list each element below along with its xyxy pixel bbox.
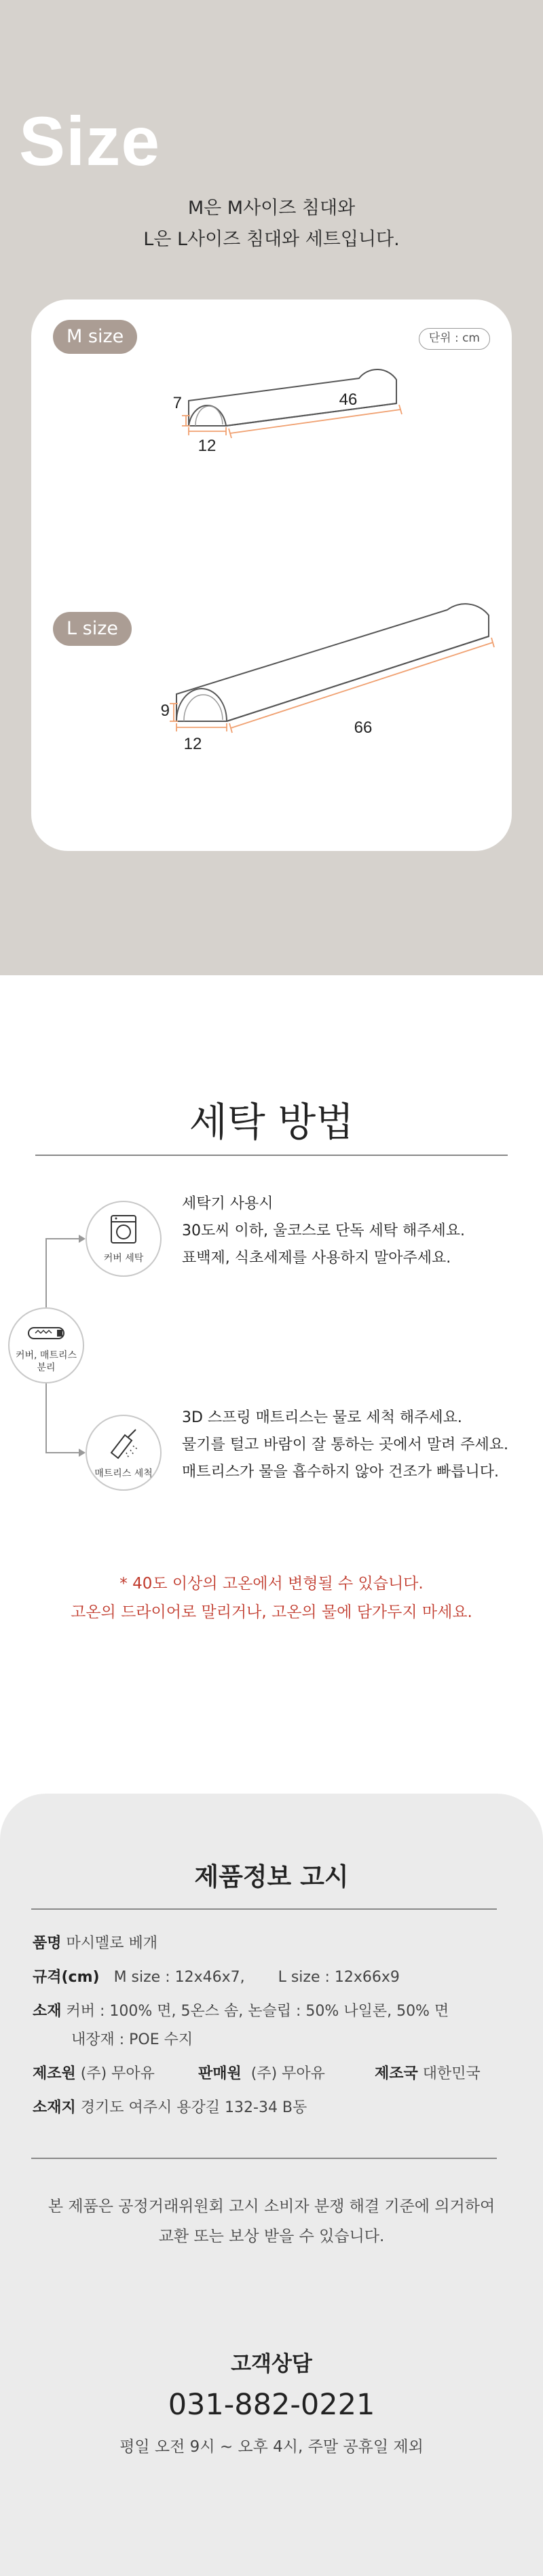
info-row-seller (198, 2062, 325, 2083)
l-width-label: 12 (183, 735, 202, 753)
mattress-wash-line: 3D 스프링 매트리스는 물로 세척 해주세요. (182, 1409, 462, 1426)
washing-machine-icon (86, 1201, 162, 1277)
info-value-material-2: 내장재 : POE 수지 (71, 2031, 193, 2048)
info-key-seller: 판매원 (198, 2065, 242, 2082)
wash-warning-line-1: * 40도 이상의 고온에서 변형될 수 있습니다. (119, 1575, 424, 1593)
mattress-wash-circle (86, 1415, 162, 1491)
info-value-maker: (주) 무아유 (80, 2065, 155, 2082)
info-key-name: 품명 (33, 1935, 62, 1952)
info-value-address: 경기도 여주시 용강길 132-34 B동 (80, 2099, 307, 2116)
product-info-section (0, 1794, 543, 2576)
mattress-wash-instructions (182, 1404, 508, 1486)
info-row-spec (33, 1965, 400, 1987)
customer-service-hours: 평일 오전 9시 ~ 오후 4시, 주말 공휴일 제외 (119, 2438, 424, 2456)
notice-line-1: 본 제품은 공정거래위원회 고시 소비자 분쟁 해결 기준에 의거하여 (48, 2198, 495, 2215)
product-info-title: 제품정보 고시 (194, 1862, 349, 1891)
info-key-country: 제조국 (375, 2065, 418, 2082)
separate-label-line-2: 분리 (37, 1362, 56, 1373)
m-size-badge: M size (53, 320, 137, 354)
m-length-label: 46 (339, 391, 358, 409)
mattress-wash-line: 매트리스가 물을 흡수하지 않아 건조가 빠릅니다. (182, 1464, 500, 1481)
separate-circle (8, 1307, 84, 1383)
cover-wash-line: 세탁기 사용시 (182, 1195, 274, 1212)
info-value-name: 마시멜로 베개 (66, 1935, 158, 1952)
info-row-name (33, 1931, 157, 1953)
info-value-material: 커버 : 100% 면, 5온스 솜, 논슬립 : 50% 나일론, 50% 면 (66, 2003, 449, 2020)
info-row-address (33, 2096, 307, 2117)
cover-wash-instructions (182, 1191, 465, 1272)
info-divider-top (31, 1908, 497, 1910)
l-length-label: 66 (354, 719, 373, 737)
info-value-seller: (주) 무아유 (250, 2065, 325, 2082)
size-description-line-2: L은 L사이즈 침대와 세트입니다. (143, 229, 400, 250)
customer-service-phone[interactable]: 031-882-0221 (168, 2388, 375, 2422)
cover-wash-line: 표백제, 식초세제를 사용하지 말아주세요. (182, 1250, 451, 1267)
info-row-material-2 (71, 2028, 193, 2049)
cover-wash-circle (86, 1201, 162, 1277)
info-divider-bottom (31, 2158, 497, 2159)
info-value-spec-l: L size : 12x66x9 (278, 1969, 400, 1986)
info-row-maker (33, 2062, 155, 2083)
m-height-label: 7 (172, 394, 182, 412)
info-key-material: 소재 (33, 2003, 62, 2020)
unit-badge: 단위 : cm (419, 328, 490, 350)
cover-wash-label: 커버 세탁 (103, 1253, 144, 1264)
info-row-material (33, 1999, 449, 2020)
info-key-address: 소재지 (33, 2099, 76, 2116)
separate-label-line-1: 커버, 매트리스 (15, 1350, 77, 1361)
info-key-spec: 규격(cm) (33, 1969, 100, 1986)
size-title: Size (19, 103, 161, 180)
info-value-country: 대한민국 (422, 2065, 481, 2082)
customer-service-title: 고객상담 (231, 2352, 312, 2376)
cover-wash-line: 30도씨 이하, 울코스로 단독 세탁 해주세요. (182, 1222, 465, 1239)
size-description-line-1: M은 M사이즈 침대와 (187, 198, 356, 219)
m-width-label: 12 (198, 437, 217, 455)
info-row-country (375, 2062, 481, 2083)
wash-title: 세탁 방법 (189, 1099, 354, 1145)
l-height-label: 9 (160, 702, 170, 720)
l-size-badge: L size (53, 612, 132, 646)
mattress-wash-label: 매트리스 세척 (94, 1468, 153, 1479)
mattress-wash-line: 물기를 털고 바람이 잘 통하는 곳에서 말려 주세요. (182, 1436, 508, 1453)
notice-line-2: 교환 또는 보상 받을 수 있습니다. (158, 2228, 385, 2245)
wash-warning-line-2: 고온의 드라이어로 말리거나, 고온의 물에 담가두지 마세요. (71, 1603, 472, 1621)
info-value-spec-m: M size : 12x46x7, (113, 1969, 245, 1986)
info-key-maker: 제조원 (33, 2065, 76, 2082)
